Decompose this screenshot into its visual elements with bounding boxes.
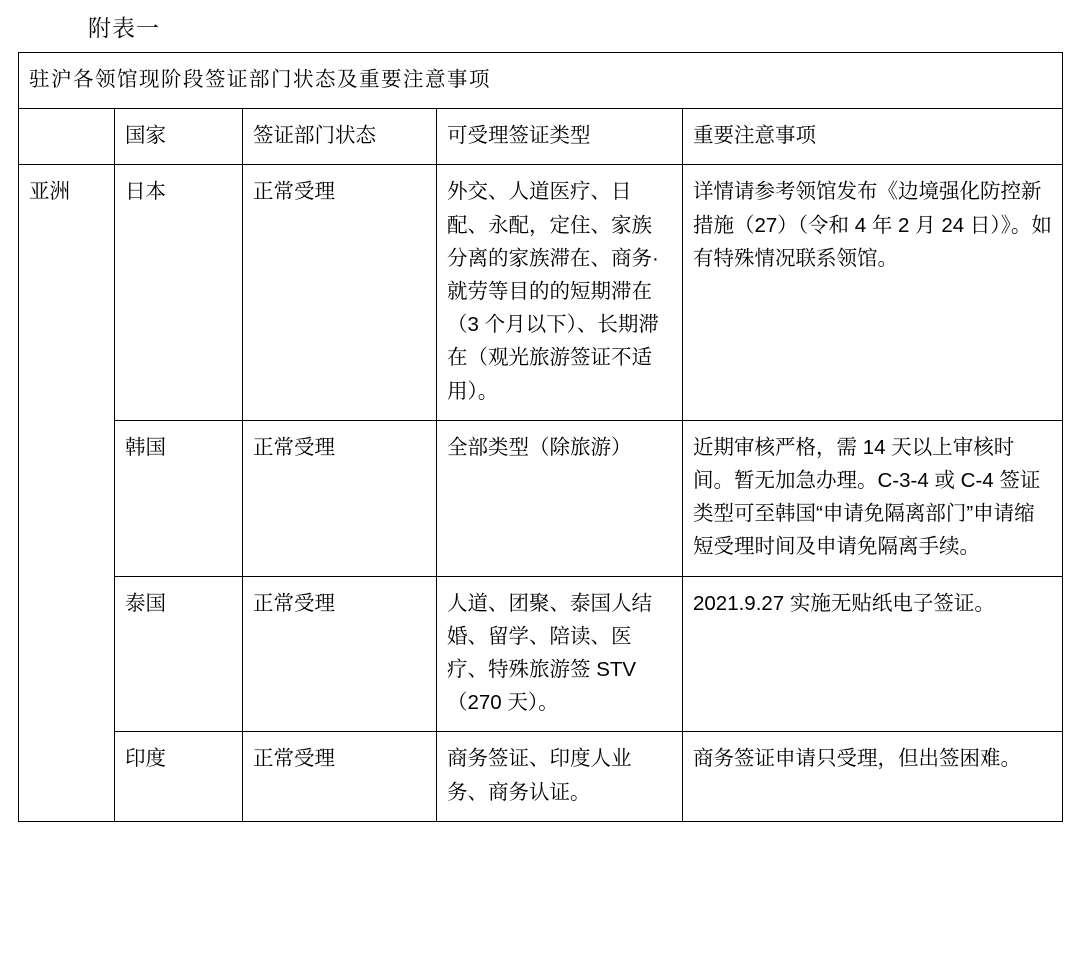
column-header-types: 可受理签证类型 bbox=[437, 109, 683, 165]
status-cell: 正常受理 bbox=[243, 420, 437, 576]
table-row bbox=[19, 732, 1063, 821]
table-title-row bbox=[19, 53, 1063, 109]
notes-cell: 商务签证申请只受理，但出签困难。 bbox=[683, 732, 1063, 821]
visa-status-table bbox=[18, 52, 1063, 822]
types-cell: 商务签证、印度人业务、商务认证。 bbox=[437, 732, 683, 821]
notes-cell: 详情请参考领馆发布《边境强化防控新措施（27）（令和 4 年 2 月 24 日）》。如有特殊情况联系领馆。 bbox=[683, 165, 1063, 420]
region-cell-asia: 亚洲 bbox=[19, 165, 115, 821]
table-row bbox=[19, 165, 1063, 420]
status-cell: 正常受理 bbox=[243, 576, 437, 732]
status-cell: 正常受理 bbox=[243, 165, 437, 420]
column-header-status: 签证部门状态 bbox=[243, 109, 437, 165]
table-row bbox=[19, 576, 1063, 732]
country-cell: 印度 bbox=[115, 732, 243, 821]
types-cell: 全部类型（除旅游） bbox=[437, 420, 683, 576]
country-cell: 日本 bbox=[115, 165, 243, 420]
visa-table-container bbox=[18, 52, 1062, 822]
country-cell: 泰国 bbox=[115, 576, 243, 732]
column-header-notes: 重要注意事项 bbox=[683, 109, 1063, 165]
table-row bbox=[19, 420, 1063, 576]
country-cell: 韩国 bbox=[115, 420, 243, 576]
column-header-region bbox=[19, 109, 115, 165]
types-cell: 人道、团聚、泰国人结婚、留学、陪读、医疗、特殊旅游签 STV（270 天）。 bbox=[437, 576, 683, 732]
status-cell: 正常受理 bbox=[243, 732, 437, 821]
types-cell: 外交、人道医疗、日配、永配，定住、家族分离的家族滞在、商务·就劳等目的的短期滞在（3 个月以下）、长期滞在（观光旅游签证不适用）。 bbox=[437, 165, 683, 420]
notes-cell: 2021.9.27 实施无贴纸电子签证。 bbox=[683, 576, 1063, 732]
table-header-row bbox=[19, 109, 1063, 165]
notes-cell: 近期审核严格，需 14 天以上审核时间。暂无加急办理。C-3-4 或 C-4 签证类型可至韩国“申请免隔离部门”申请缩短受理时间及申请免隔离手续。 bbox=[683, 420, 1063, 576]
column-header-country: 国家 bbox=[115, 109, 243, 165]
page-title: 驻沪各领馆现阶段签证部门状态及重要注意事项 bbox=[19, 53, 1063, 109]
appendix-label: 附表一 bbox=[88, 15, 160, 41]
